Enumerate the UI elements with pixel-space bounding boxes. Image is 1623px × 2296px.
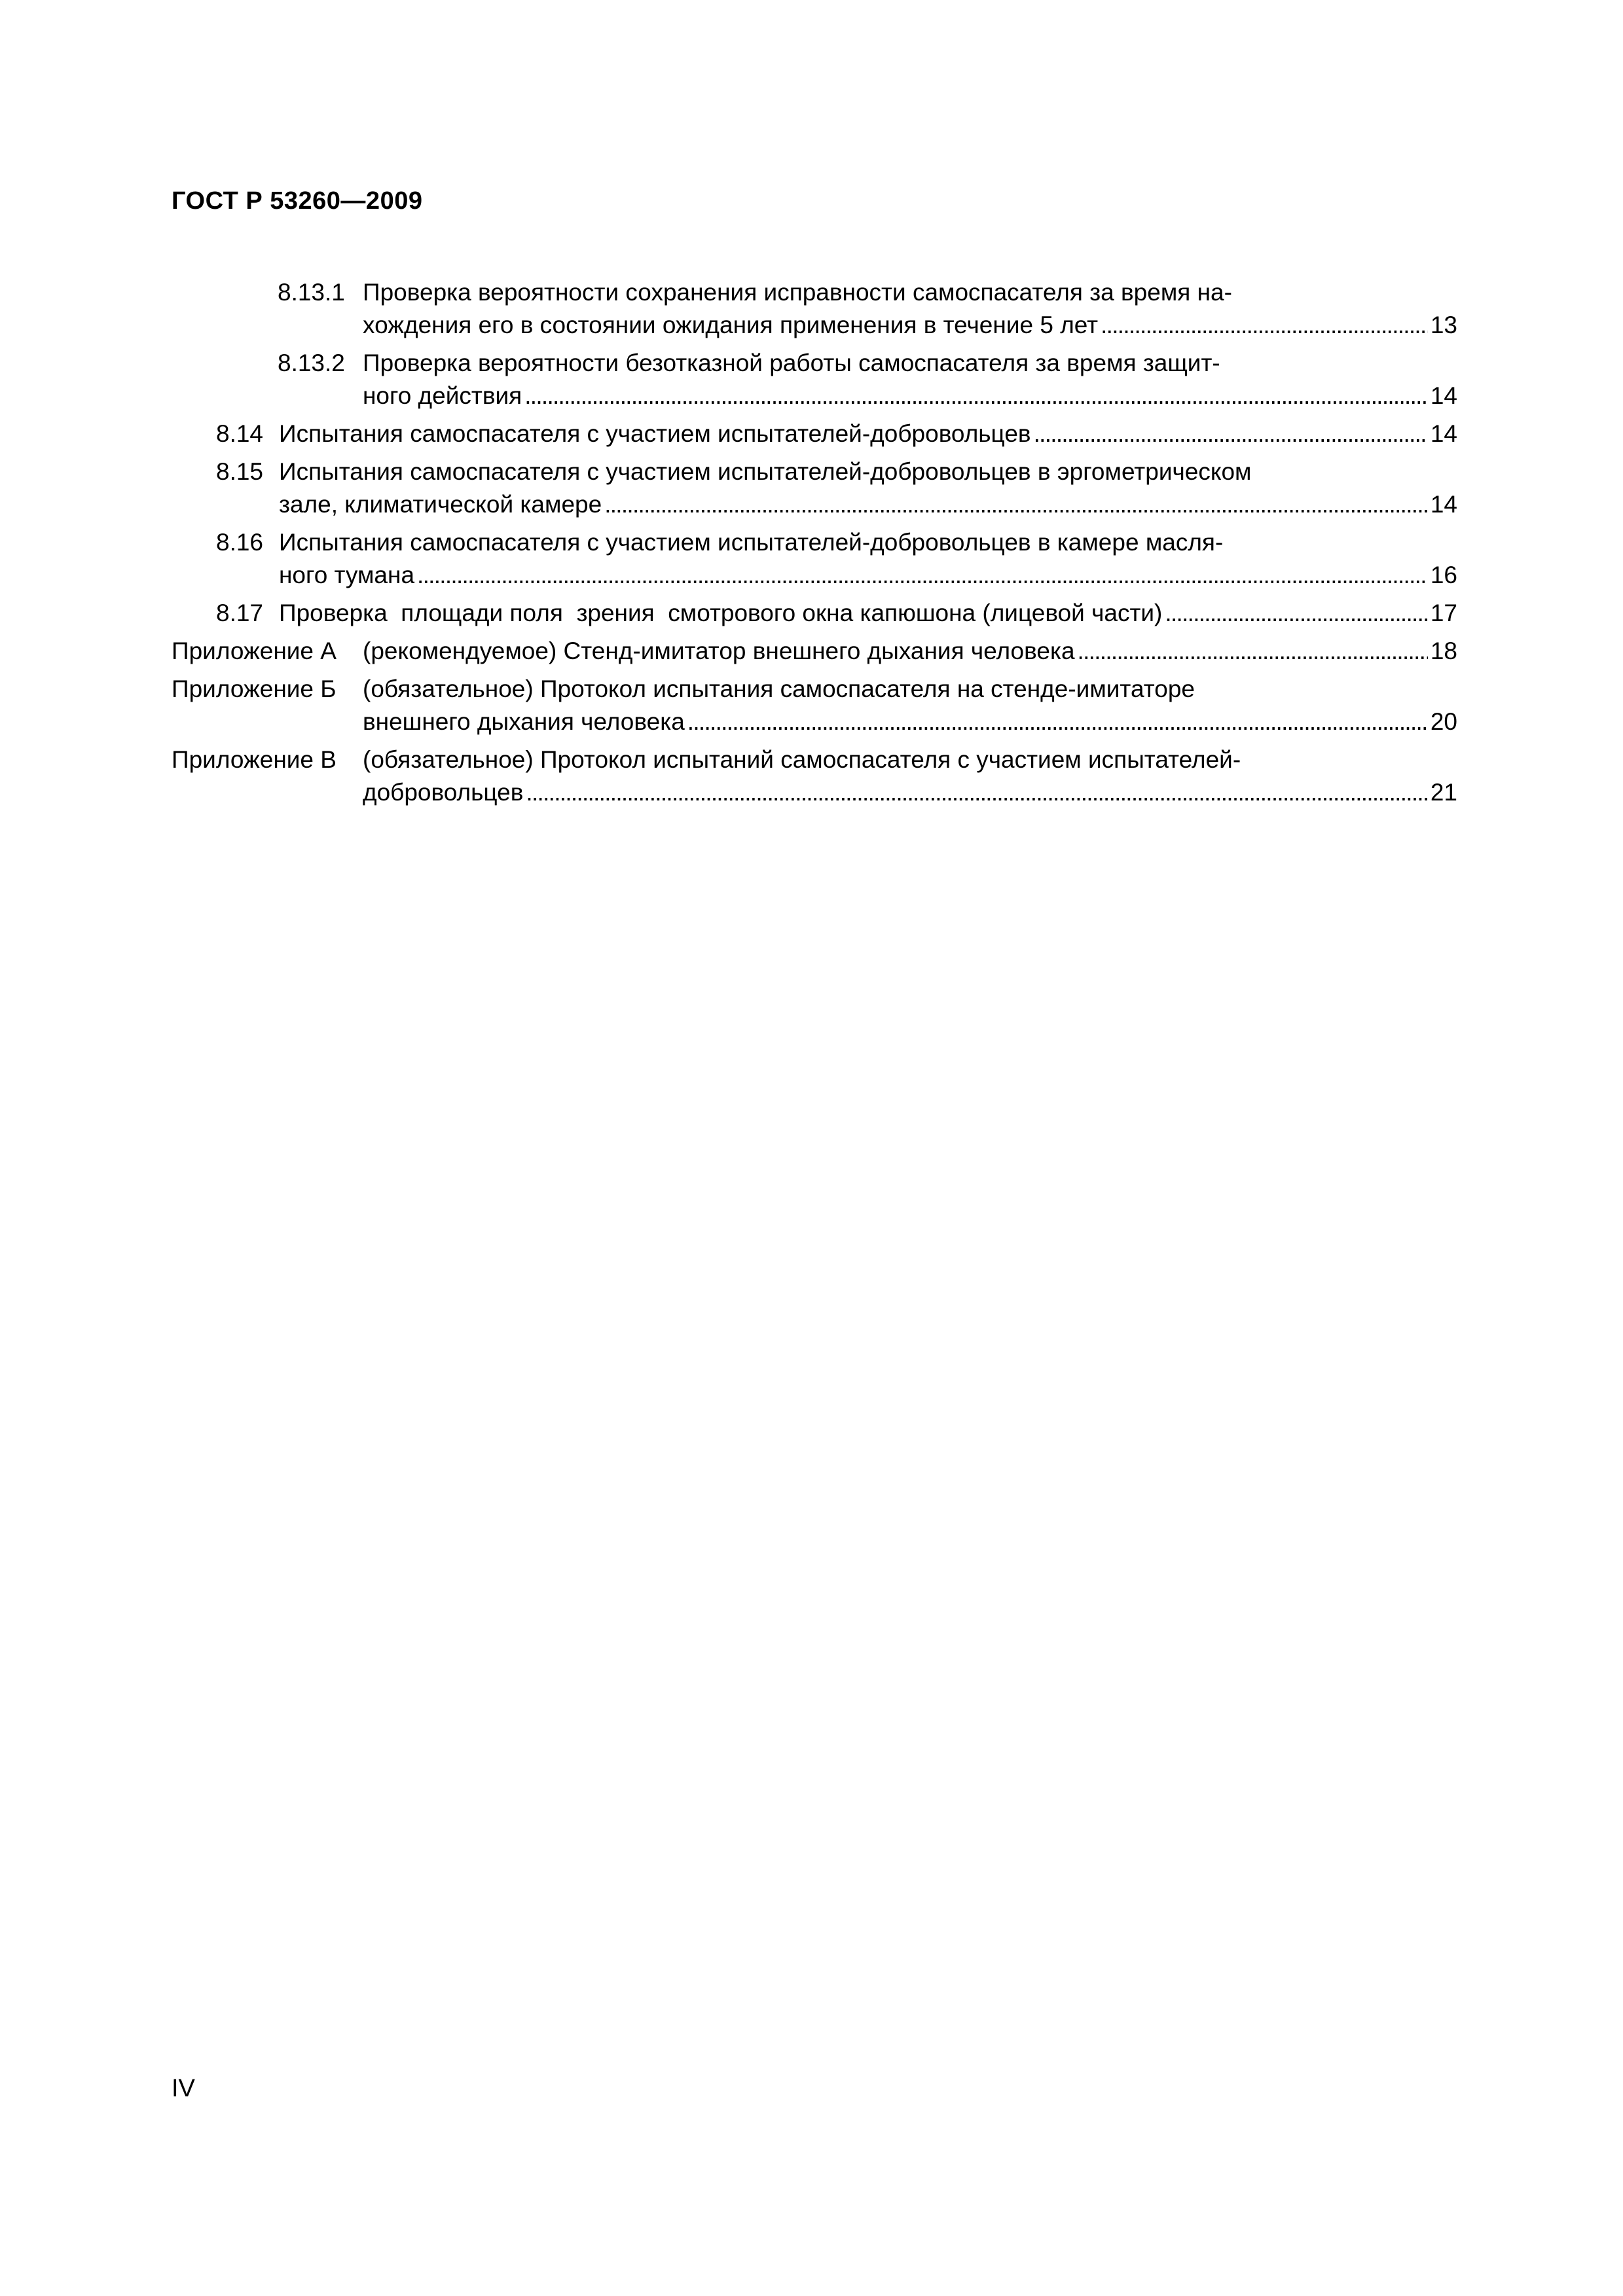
toc-appendix-label: Приложение Б (172, 675, 337, 702)
leader-dots (604, 488, 1428, 521)
toc-number: 8.14 (216, 420, 264, 447)
leader-dots (417, 559, 1428, 592)
toc-page: 13 (1430, 312, 1457, 338)
document-header: ГОСТ Р 53260—2009 (172, 187, 423, 215)
toc-text-line2: хождения его в состоянии ожидания применения в течение 5 лет (363, 312, 1099, 338)
toc-number: 8.15 (216, 458, 264, 485)
toc-entry-appendix[interactable] (172, 673, 1457, 738)
page-number: IV (172, 2075, 195, 2102)
table-of-contents (172, 276, 1457, 814)
toc-entry-appendix[interactable] (172, 635, 1457, 668)
toc-text-line2: ного действия (363, 382, 522, 409)
toc-appendix-label: Приложение А (172, 637, 337, 664)
toc-text-line1: Проверка площади поля зрения смотрового окна капюшона (лицевой части) (279, 600, 1163, 626)
toc-page: 18 (1430, 637, 1457, 664)
toc-entry[interactable] (172, 347, 1457, 412)
toc-text-line1: (обязательное) Протокол испытаний самоспасателя с участием испытателей- (363, 746, 1241, 773)
toc-text-line1: Проверка вероятности сохранения исправности самоспасателя за время на- (363, 279, 1232, 306)
leader-dots (1034, 418, 1428, 450)
toc-entry[interactable] (172, 597, 1457, 630)
toc-number: 8.16 (216, 529, 264, 556)
leader-dots (1078, 635, 1428, 668)
toc-page: 14 (1430, 382, 1457, 409)
toc-text-line1: Испытания самоспасателя с участием испытателей-добровольцев в камере масля- (279, 529, 1224, 556)
toc-entry[interactable] (172, 418, 1457, 450)
toc-number: 8.17 (216, 600, 264, 626)
toc-appendix-label: Приложение В (172, 746, 337, 773)
toc-page: 21 (1430, 779, 1457, 806)
toc-entry-appendix[interactable] (172, 744, 1457, 809)
toc-number: 8.13.1 (278, 279, 345, 306)
toc-text-line1: Испытания самоспасателя с участием испытателей-добровольцев в эргометрическом (279, 458, 1252, 485)
leader-dots (526, 776, 1427, 809)
toc-number: 8.13.2 (278, 350, 345, 376)
toc-page: 16 (1430, 562, 1457, 588)
toc-text-line2: зале, климатической камере (279, 491, 602, 518)
toc-page: 20 (1430, 708, 1457, 735)
toc-text-line2: ного тумана (279, 562, 415, 588)
toc-entry[interactable] (172, 456, 1457, 521)
toc-page: 17 (1430, 600, 1457, 626)
toc-text-line1: Проверка вероятности безотказной работы самоспасателя за время защит- (363, 350, 1220, 376)
leader-dots (687, 706, 1428, 738)
toc-text-line2: внешнего дыхания человека (363, 708, 685, 735)
toc-text-line2: добровольцев (363, 779, 524, 806)
leader-dots (1165, 597, 1427, 630)
toc-text-line1: (рекомендуемое) Стенд-имитатор внешнего дыхания человека (363, 637, 1075, 664)
toc-text-line1: (обязательное) Протокол испытания самоспасателя на стенде-имитаторе (363, 675, 1195, 702)
toc-entry[interactable] (172, 276, 1457, 342)
toc-entry[interactable] (172, 526, 1457, 592)
leader-dots (1101, 309, 1428, 342)
leader-dots (524, 380, 1428, 412)
toc-text-line1: Испытания самоспасателя с участием испытателей-добровольцев (279, 420, 1031, 447)
toc-page: 14 (1430, 491, 1457, 518)
toc-page: 14 (1430, 420, 1457, 447)
